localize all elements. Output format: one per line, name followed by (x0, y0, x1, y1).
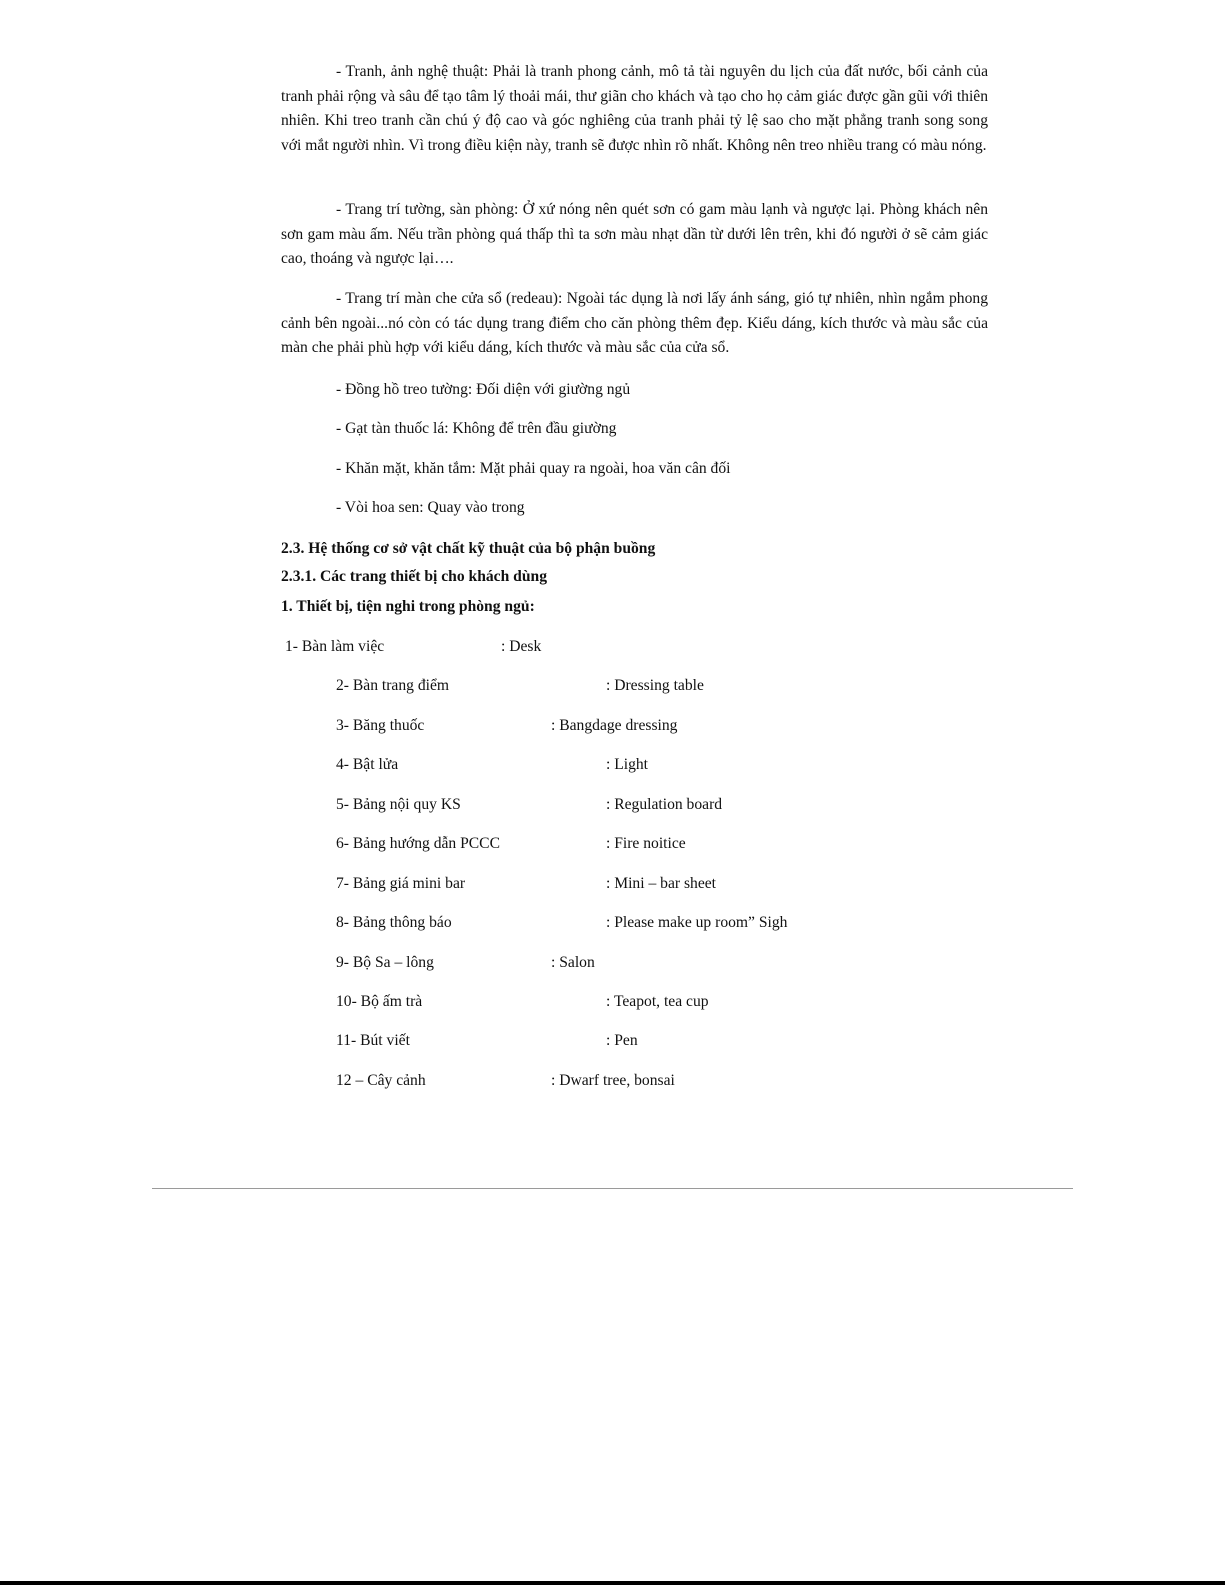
list-item (336, 874, 836, 894)
list-item (336, 795, 836, 815)
item-definition: : Please make up room” Sigh (606, 914, 788, 931)
list-item (336, 1071, 836, 1091)
page-divider (152, 1188, 1073, 1189)
line-towels: - Khăn mặt, khăn tắm: Mặt phải quay ra ngoài, hoa văn cân đối (336, 460, 731, 477)
item-definition: : Teapot, tea cup (606, 993, 709, 1010)
item-definition: : Light (606, 756, 649, 773)
list-item (336, 992, 836, 1012)
paragraph-paintings: - Tranh, ảnh nghệ thuật: Phải là tranh phong cảnh, mô tả tài nguyên du lịch của đất nước, bối cảnh của tranh phải rộng và sâu để tạo tâm lý thoải mái, thư giãn cho khách và tạo cho họ cảm giác được gần gũi với thiên nhiên. Khi treo tranh cần chú ý độ cao và góc nghiêng của tranh phải tỷ lệ sao cho mặt phẳng tranh song song với mắt người nhìn. Vì trong điều kiện này, tranh sẽ được nhìn rõ nhất. Không nên treo nhiều trang có màu nóng. (281, 63, 988, 154)
item-term: 3- Băng thuốc (336, 717, 425, 734)
item-definition: : Regulation board (606, 796, 723, 813)
list-item (336, 953, 836, 973)
item-definition: : Dressing table (606, 677, 704, 694)
list-item (336, 834, 836, 854)
item-term: 4- Bật lửa (336, 756, 399, 773)
list-item (336, 913, 836, 933)
subheading-bedroom-equipment: 1. Thiết bị, tiện nghi trong phòng ngủ: (281, 598, 535, 615)
item-term: 6- Bảng hướng dẫn PCCC (336, 835, 500, 852)
item-definition: : Desk (501, 638, 542, 655)
list-item (336, 1031, 836, 1051)
item-definition: : Mini – bar sheet (606, 875, 717, 892)
item-definition: : Fire noitice (606, 835, 686, 852)
section-heading-2-3: 2.3. Hệ thống cơ sở vật chất kỹ thuật của bộ phận buồng (281, 540, 656, 557)
list-item (336, 716, 836, 736)
paragraph-curtains: - Trang trí màn che cửa sổ (redeau): Ngoài tác dụng là nơi lấy ánh sáng, gió tự nhiên, nhìn ngắm phong cảnh bên ngoài...nó còn có tác dụng trang điểm cho căn phòng thêm đẹp. Kiểu dáng, kích thước và màu sắc của màn che phải phù hợp với kiểu dáng, kích thước và màu sắc của cửa sổ. (281, 290, 988, 357)
line-ashtray: - Gạt tàn thuốc lá: Không để trên đầu giường (336, 420, 617, 437)
list-item (336, 755, 836, 775)
list-item (336, 676, 836, 696)
item-term: 11- Bút viết (336, 1032, 410, 1049)
item-definition: : Pen (606, 1032, 638, 1049)
item-term: 10- Bộ ấm trà (336, 993, 423, 1010)
bottom-edge-bar (0, 1581, 1225, 1585)
item-term: 9- Bộ Sa – lông (336, 954, 434, 971)
item-definition: : Dwarf tree, bonsai (551, 1072, 675, 1089)
list-item (285, 637, 785, 657)
item-term: 5- Bảng nội quy KS (336, 796, 461, 813)
item-term: 12 – Cây cảnh (336, 1072, 426, 1089)
item-definition: : Bangdage dressing (551, 717, 678, 734)
line-shower: - Vòi hoa sen: Quay vào trong (336, 499, 525, 516)
item-term: 7- Bảng giá mini bar (336, 875, 466, 892)
item-term: 1- Bàn làm việc (285, 638, 385, 655)
line-wall-clock: - Đồng hồ treo tường: Đối diện với giường ngủ (336, 381, 631, 398)
paragraph-walls-floors: - Trang trí tường, sàn phòng: Ở xứ nóng nên quét sơn có gam màu lạnh và ngược lại. Phòng khách nên sơn gam màu ấm. Nếu trần phòng quá thấp thì ta sơn màu nhạt dần từ dưới lên trên, khi đó người ở sẽ cảm giác cao, thoáng và ngược lại…. (281, 201, 988, 268)
section-heading-2-3-1: 2.3.1. Các trang thiết bị cho khách dùng (281, 568, 547, 585)
item-term: 2- Bàn trang điểm (336, 677, 450, 694)
item-term: 8- Bảng thông báo (336, 914, 452, 931)
item-definition: : Salon (551, 954, 595, 971)
